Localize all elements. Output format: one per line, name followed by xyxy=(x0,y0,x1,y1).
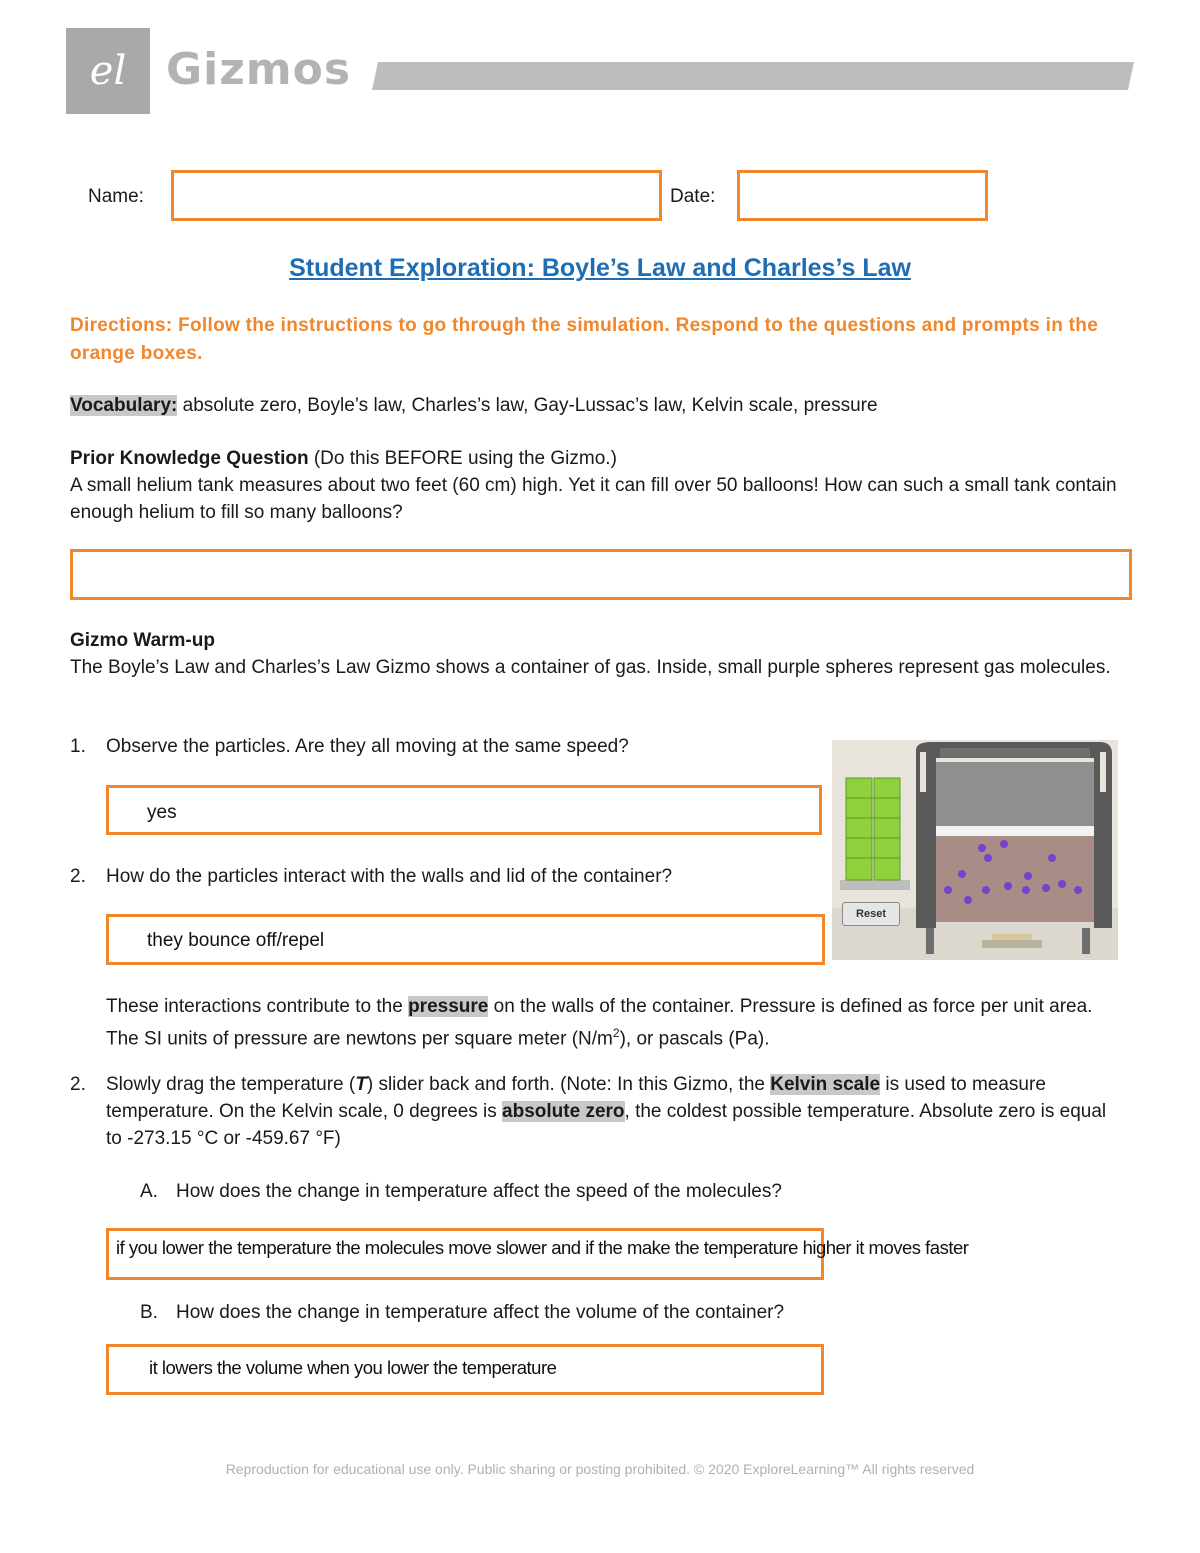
q3-kelvin-scale: Kelvin scale xyxy=(770,1074,881,1095)
question-3 xyxy=(106,1071,1120,1152)
date-field[interactable] xyxy=(737,170,988,221)
q3-absolute-zero: absolute zero xyxy=(502,1101,625,1122)
pressure-pre: These interactions contribute to the xyxy=(106,996,409,1017)
date-label: Date: xyxy=(670,186,716,207)
question-b xyxy=(140,1299,1040,1326)
logo-mark: el xyxy=(89,48,127,94)
answer-1: yes xyxy=(147,802,177,823)
prior-knowledge xyxy=(70,445,1130,526)
question-2 xyxy=(70,863,810,890)
pressure-term: pressure xyxy=(408,996,489,1017)
footer-copyright: Reproduction for educational use only. Public sharing or posting prohibited. © 2020 ExploreLearning™ All rights reserved xyxy=(225,1461,975,1477)
name-label: Name: xyxy=(88,186,144,207)
gizmos-brand: Gizmos xyxy=(166,44,352,95)
pressure-end: ), or pascals (Pa). xyxy=(619,1028,770,1050)
q3-part-d: , the coldest possible temperature. Absolute zero is equal to -273.15 °C or -459.67 °F) xyxy=(106,1101,1107,1149)
answer-2-box[interactable] xyxy=(106,914,825,965)
vocabulary-label: Vocabulary: xyxy=(70,395,178,416)
question-a-text: How does the change in temperature affect the speed of the molecules? xyxy=(176,1181,782,1202)
vocabulary xyxy=(70,392,1130,419)
pressure-sup: 2 xyxy=(612,1026,620,1040)
answer-b: it lowers the volume when you lower the temperature xyxy=(149,1357,557,1378)
pressure-post: on the walls of the container. Pressure is defined as force per unit area. The SI units of pressure are newtons per square meter (N/m xyxy=(106,996,1093,1050)
question-1 xyxy=(70,733,810,760)
explorelearning-logo xyxy=(66,28,150,114)
question-2-text: How do the particles interact with the walls and lid of the container? xyxy=(106,866,673,887)
pressure-paragraph xyxy=(106,993,1116,1052)
question-a-number: A. xyxy=(140,1181,158,1202)
q3-part-c: is used to measure temperature. On the Kelvin scale, 0 degrees is xyxy=(106,1074,1046,1122)
reset-button[interactable]: Reset xyxy=(842,902,900,926)
q3-part-b: ) slider back and forth. (Note: In this Gizmo, the xyxy=(366,1074,771,1095)
answer-b-box[interactable] xyxy=(106,1344,824,1395)
prior-note: (Do this BEFORE using the Gizmo.) xyxy=(313,448,617,469)
question-1-text: Observe the particles. Are they all moving at the same speed? xyxy=(106,736,629,757)
q3-T: T xyxy=(355,1074,367,1095)
header-bar xyxy=(372,62,1134,90)
vocabulary-terms: absolute zero, Boyle’s law, Charles’s law, Gay-Lussac’s law, Kelvin scale, pressure xyxy=(182,395,878,416)
directions: Directions: Follow the instructions to go through the simulation. Respond to the questions and prompts in the orange boxes. xyxy=(70,315,1099,364)
question-a xyxy=(140,1178,1040,1205)
warmup xyxy=(70,627,1130,681)
prior-answer-box[interactable] xyxy=(70,549,1132,600)
warmup-intro: The Boyle’s Law and Charles’s Law Gizmo shows a container of gas. Inside, small purple spheres represent gas molecules. xyxy=(70,657,1111,678)
gizmo-simulation-image xyxy=(832,740,1118,960)
answer-a: if you lower the temperature the molecules move slower and if the make the temperature higher it moves faster xyxy=(116,1237,969,1258)
page-title: Student Exploration: Boyle’s Law and Charles’s Law xyxy=(289,254,911,282)
prior-question: A small helium tank measures about two feet (60 cm) high. Yet it can fill over 50 balloons! How can such a small tank contain enough helium to fill so many balloons? xyxy=(70,475,1117,523)
answer-1-box[interactable] xyxy=(106,785,822,835)
question-b-text: How does the change in temperature affect the volume of the container? xyxy=(176,1302,785,1323)
question-1-number: 1. xyxy=(70,736,86,757)
question-3-number: 2. xyxy=(70,1074,86,1095)
question-b-number: B. xyxy=(140,1302,158,1323)
q3-part-a: Slowly drag the temperature ( xyxy=(106,1074,356,1095)
prior-heading: Prior Knowledge Question xyxy=(70,448,309,469)
question-2-number: 2. xyxy=(70,866,86,887)
answer-2: they bounce off/repel xyxy=(147,930,325,951)
name-field[interactable] xyxy=(171,170,662,221)
warmup-heading: Gizmo Warm-up xyxy=(70,630,215,651)
